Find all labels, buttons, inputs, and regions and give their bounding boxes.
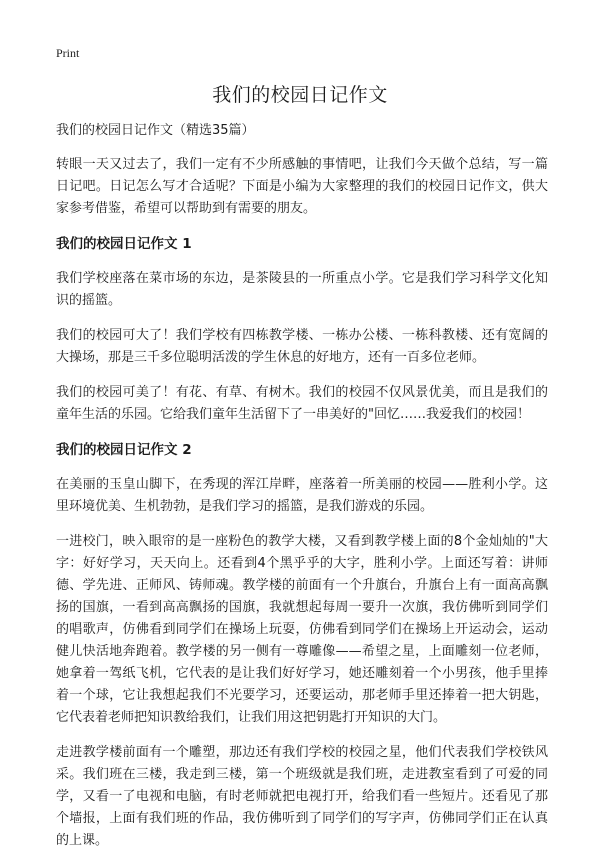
section-heading-2: 我们的校园日记作文 2	[56, 442, 192, 458]
section-1-paragraph-3: 我们的校园可美了！有花、有草、有树木。我们的校园不仅风景优美，而且是我们的童年生活的乐园。它给我们童年生活留下了一串美好的"回忆……我爱我们的校园！	[56, 385, 548, 422]
section-2-paragraph-3: 走进教学楼前面有一个雕塑，那边还有我们学校的校园之星，他们代表我们学校铁风采。我们班在三楼，我走到三楼，第一个班级就是我们班，走进教室看到了可爱的同学，又看一了电视和电脑，有时老师就把电视打开，给我们看一些短片。还看见了那个墙报，上面有我们班的作品，我仿佛听到了同学们的写字声，仿佛同学们正在认真的上课。	[56, 745, 548, 848]
print-link[interactable]: Print	[56, 46, 80, 60]
page-title: 我们的校园日记作文	[212, 84, 388, 106]
section-heading-1: 我们的校园日记作文 1	[56, 236, 192, 252]
section-2-paragraph-2: 一进校门，映入眼帘的是一座粉色的教学大楼，又看到教学楼上面的8个金灿灿的"大字：好好学习，天天向上。还看到4个黑乎乎的大字，胜利小学。上面还写着：讲师德、学先进、正师风、铸师魂。教学楼的前面有一个升旗台，升旗台上有一面高高飘扬的国旗，一看到高高飘扬的国旗，我就想起每周一要升一次旗，我仿佛听到同学们的唱歌声，仿佛看到同学们在操场上玩耍，仿佛看到同学们在操场上开运动会，运动健儿快活地奔跑着。教学楼的另一侧有一尊雕像——希望之星，上面雕刻一位老师，她拿着一驾纸飞机，它代表的是让我们好好学习，她还雕刻着一个小男孩，他手里捧着一个球，它让我想起我们不光要学习，还要运动，那老师手里还捧着一把大钥匙，它代表着老师把知识教给我们，让我们用这把钥匙打开知识的大门。	[56, 534, 548, 725]
section-2-paragraph-1: 在美丽的玉皇山脚下，在秀现的浑江岸畔，座落着一所美丽的校园——胜利小学。这里环境优美、生机勃勃，是我们学习的摇篮，是我们游戏的乐园。	[56, 477, 548, 514]
section-1-paragraph-2: 我们的校园可大了！我们学校有四栋教学楼、一栋办公楼、一栋科教楼、还有宽阔的大操场，那是三千多位聪明活泼的学生休息的好地方，还有一百多位老师。	[56, 328, 548, 365]
intro-paragraph: 转眼一天又过去了，我们一定有不少所感触的事情吧，让我们今天做个总结，写一篇日记吧。日记怎么写才合适呢？下面是小编为大家整理的我们的校园日记作文，供大家参考借鉴，希望可以帮助到有需要的朋友。	[56, 157, 548, 216]
article-body	[56, 120, 548, 865]
section-1-paragraph-1: 我们学校座落在菜市场的东边，是茶陵县的一所重点小学。它是我们学习科学文化知识的摇篮。	[56, 271, 548, 308]
article-subtitle: 我们的校园日记作文（精选35篇）	[56, 123, 255, 138]
